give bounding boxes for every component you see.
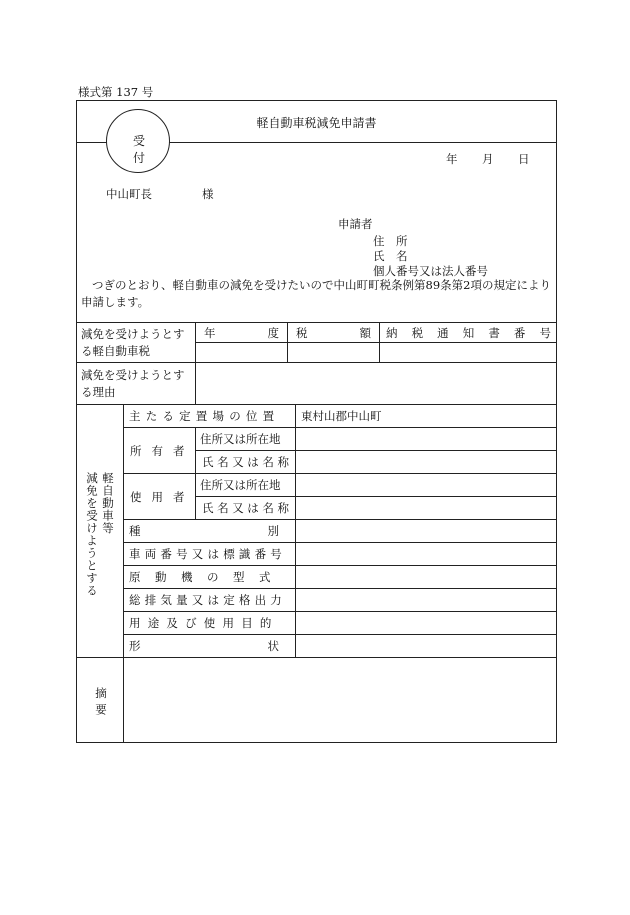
location-label: 主たる定置場の位置 (129, 409, 280, 423)
applicant-id-label: 個人番号又は法人番号 (373, 264, 488, 278)
applicant-address-label: 住 所 (373, 234, 408, 248)
location-value[interactable]: 東村山郡中山町 (301, 409, 382, 423)
owner-address-label: 住所又は所在地 (200, 432, 281, 446)
applicant-name-label: 氏 名 (373, 249, 408, 263)
vehicle-number-field[interactable] (296, 543, 557, 565)
shape-field[interactable] (296, 635, 557, 657)
notice-number-field[interactable] (380, 343, 557, 362)
addressee-mayor: 中山町長 (106, 187, 152, 201)
date-year: 年 (446, 152, 458, 166)
owner-label: 所有者 (130, 443, 195, 458)
user-address-label: 住所又は所在地 (200, 478, 281, 492)
date-day: 日 (518, 152, 530, 166)
user-address-field[interactable] (296, 474, 557, 496)
displacement-field[interactable] (296, 589, 557, 611)
vehicle-number-label: 車両番号又は標識番号 (129, 547, 286, 561)
owner-address-field[interactable] (296, 428, 557, 450)
tax-row-label: 減免を受けようとする軽自動車税 (81, 326, 185, 358)
form-number: 様式第 137 号 (78, 85, 154, 99)
user-label: 使用者 (130, 489, 195, 504)
vehicle-type-field[interactable] (296, 520, 557, 542)
addressee-honorific: 様 (202, 187, 214, 201)
header-tax-amount: 税 額 (296, 325, 371, 340)
shape-label: 形状 (129, 639, 406, 653)
vehicle-type-label: 種別 (129, 524, 406, 538)
fiscal-year-field[interactable] (196, 343, 287, 362)
application-statement: つぎのとおり、軽自動車の減免を受けたいので中山町町税条例第89条第2項の規定により申請します。 (81, 278, 551, 309)
reason-field[interactable] (196, 363, 557, 404)
header-fiscal-year: 年 度 (204, 325, 279, 340)
user-name-field[interactable] (296, 497, 557, 519)
reason-label: 減免を受けようとする理由 (81, 367, 185, 399)
tax-amount-field[interactable] (288, 343, 379, 362)
page-title: 軽自動車税減免申請書 (256, 116, 377, 130)
vehicle-side-label-1: 軽自動車等 (101, 472, 115, 535)
remarks-label: 摘要 (94, 687, 108, 720)
applicant-heading: 申請者 (338, 217, 373, 231)
stamp-label: 受 付 (132, 134, 182, 165)
engine-model-field[interactable] (296, 566, 557, 588)
displacement-label: 総排気量又は定格出力 (129, 593, 286, 607)
purpose-label: 用途及び使用目的 (129, 616, 279, 630)
owner-name-label: 氏名又は名称 (202, 455, 293, 469)
header-notice-number: 納 税 通 知 書 番 号 (386, 325, 551, 340)
purpose-field[interactable] (296, 612, 557, 634)
owner-name-field[interactable] (296, 451, 557, 473)
user-name-label: 氏名又は名称 (202, 501, 293, 515)
date-month: 月 (482, 152, 494, 166)
engine-model-label: 原動機の型式 (129, 570, 285, 584)
vehicle-side-label-2: 減免を受けようとする (85, 472, 99, 597)
remarks-field[interactable] (124, 658, 557, 743)
